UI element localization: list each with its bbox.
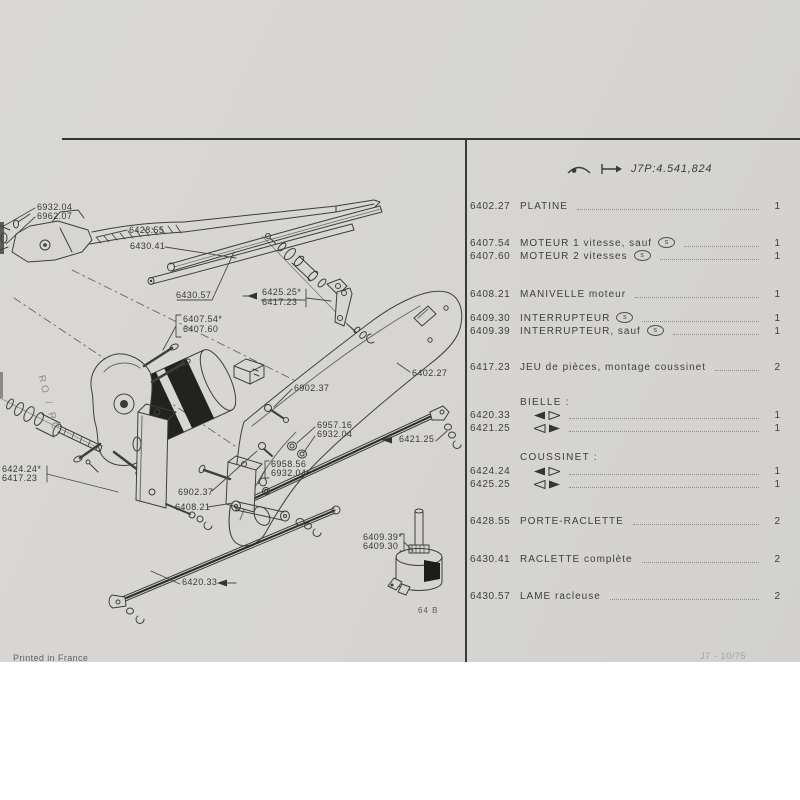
section-title: COUSSINET : (520, 452, 599, 463)
part-label: 6428.55 (129, 225, 165, 235)
part-ref: 6417.23 (470, 362, 511, 373)
part-desc: JEU de pièces, montage coussinet (520, 362, 706, 373)
part-ref: 6430.41 (470, 554, 511, 565)
part-ref: 6420.33 (470, 410, 511, 421)
section-title: BIELLE : (520, 397, 570, 408)
part-label: 6430.41 (130, 241, 166, 251)
option-badge: s (616, 312, 633, 323)
part-ref: 6409.30 (470, 313, 511, 324)
parts-row (467, 410, 800, 421)
part-desc: MANIVELLE moteur (520, 289, 627, 300)
dotted-leader (642, 562, 759, 563)
switch-drawing (388, 509, 442, 595)
part-label: 6407.60 (183, 324, 219, 334)
option-badge: s (658, 237, 675, 248)
part-qty: 1 (774, 466, 780, 477)
part-label: 6402.27 (412, 368, 448, 378)
part-label: 6409.39* (363, 532, 403, 542)
option-badge: s (647, 325, 664, 336)
part-label: 6409.30 (363, 541, 399, 551)
part-desc: PLATINE (520, 201, 568, 212)
part-ref: 6428.55 (470, 516, 511, 527)
part-desc: PORTE-RACLETTE (520, 516, 624, 527)
parts-row (467, 516, 800, 527)
section-row (467, 397, 800, 408)
part-label: 6430.57 (176, 290, 212, 300)
direction-arrow-left-solid-icon (534, 467, 560, 476)
part-label: 6902.37 (178, 487, 214, 497)
dotted-leader (673, 334, 759, 335)
wiper-rubber-drawing (148, 224, 354, 285)
part-qty: 1 (774, 479, 780, 490)
dotted-leader (684, 246, 759, 247)
part-label: 6957.16 (317, 420, 353, 430)
dotted-leader (715, 370, 759, 371)
part-qty: 1 (774, 201, 780, 212)
part-label: 6417.23 (262, 297, 298, 307)
part-ref: 6409.39 (470, 326, 511, 337)
part-label: 6932.04 (271, 468, 307, 478)
part-ref: 6408.21 (470, 289, 511, 300)
dotted-leader (569, 474, 759, 475)
dotted-leader (633, 524, 759, 525)
part-label: 6417.23 (2, 473, 38, 483)
part-label: 6408.21 (175, 502, 211, 512)
wiper-blade-drawing (168, 206, 383, 271)
parts-row (467, 362, 800, 373)
parts-list (467, 0, 800, 662)
parts-row (467, 466, 800, 477)
dotted-leader (642, 321, 759, 322)
parts-row (467, 423, 800, 434)
dotted-leader (660, 259, 759, 260)
part-label: 6958.56 (271, 459, 307, 469)
part-desc: LAME racleuse (520, 591, 601, 602)
margin-handwritten-note: RO / RC (35, 374, 62, 434)
option-badge: s (634, 250, 651, 261)
part-label: 6420.33 (182, 577, 218, 587)
part-ref: 6407.54 (470, 238, 511, 249)
part-ref: 6425.25 (470, 479, 511, 490)
part-label: 6962.07 (37, 211, 73, 221)
dotted-leader (569, 487, 759, 488)
parts-row (467, 554, 800, 565)
footer-printed-in: Printed in France (13, 653, 89, 662)
part-desc: RACLETTE complète (520, 554, 633, 565)
plate-code: 64 B (418, 606, 439, 615)
part-label: 6902.37 (294, 383, 330, 393)
parts-row (467, 479, 800, 490)
part-qty: 2 (774, 591, 780, 602)
dotted-leader (610, 599, 759, 600)
part-ref: 6430.57 (470, 591, 511, 602)
parts-row (467, 250, 800, 262)
part-label: 6421.25 (399, 434, 435, 444)
part-qty: 1 (774, 423, 780, 434)
bielle-rod-lower-drawing (109, 506, 340, 623)
part-ref: 6402.27 (470, 201, 511, 212)
part-ref: 6421.25 (470, 423, 511, 434)
dotted-leader (635, 297, 759, 298)
part-label: 6424.24* (2, 464, 42, 474)
parts-row (467, 237, 800, 249)
part-ref: 6407.60 (470, 251, 511, 262)
model-reference: J7P:4.541,824 (631, 162, 713, 175)
part-desc: MOTEUR 2 vitesses (520, 251, 628, 262)
dotted-leader (569, 431, 759, 432)
parts-row (467, 289, 800, 300)
part-desc: INTERRUPTEUR, sauf (520, 326, 641, 337)
part-qty: 2 (774, 516, 780, 527)
part-label: 6407.54* (183, 314, 223, 324)
parts-row (467, 201, 800, 212)
parts-row (467, 312, 800, 324)
direction-arrow-right-solid-icon (534, 424, 560, 433)
part-qty: 1 (774, 238, 780, 249)
dotted-leader (569, 418, 759, 419)
part-qty: 2 (774, 554, 780, 565)
part-qty: 1 (774, 326, 780, 337)
part-qty: 1 (774, 410, 780, 421)
direction-arrow-left-solid-icon (534, 411, 560, 420)
section-row (467, 452, 800, 463)
part-qty: 1 (774, 313, 780, 324)
part-label: 6425.25* (262, 287, 302, 297)
part-label: 6932.04 (317, 429, 353, 439)
part-qty: 1 (774, 251, 780, 262)
direction-arrow-right-solid-icon (534, 480, 560, 489)
footer-page-ref: J7 - 10/75 (700, 651, 747, 661)
part-desc: MOTEUR 1 vitesse, sauf (520, 238, 653, 249)
part-label: 6932.04 (37, 202, 73, 212)
part-ref: 6424.24 (470, 466, 511, 477)
dotted-leader (577, 209, 759, 210)
parts-row (467, 591, 800, 602)
parts-row (467, 325, 800, 337)
part-desc: INTERRUPTEUR (520, 313, 611, 324)
part-qty: 2 (774, 362, 780, 373)
part-qty: 1 (774, 289, 780, 300)
